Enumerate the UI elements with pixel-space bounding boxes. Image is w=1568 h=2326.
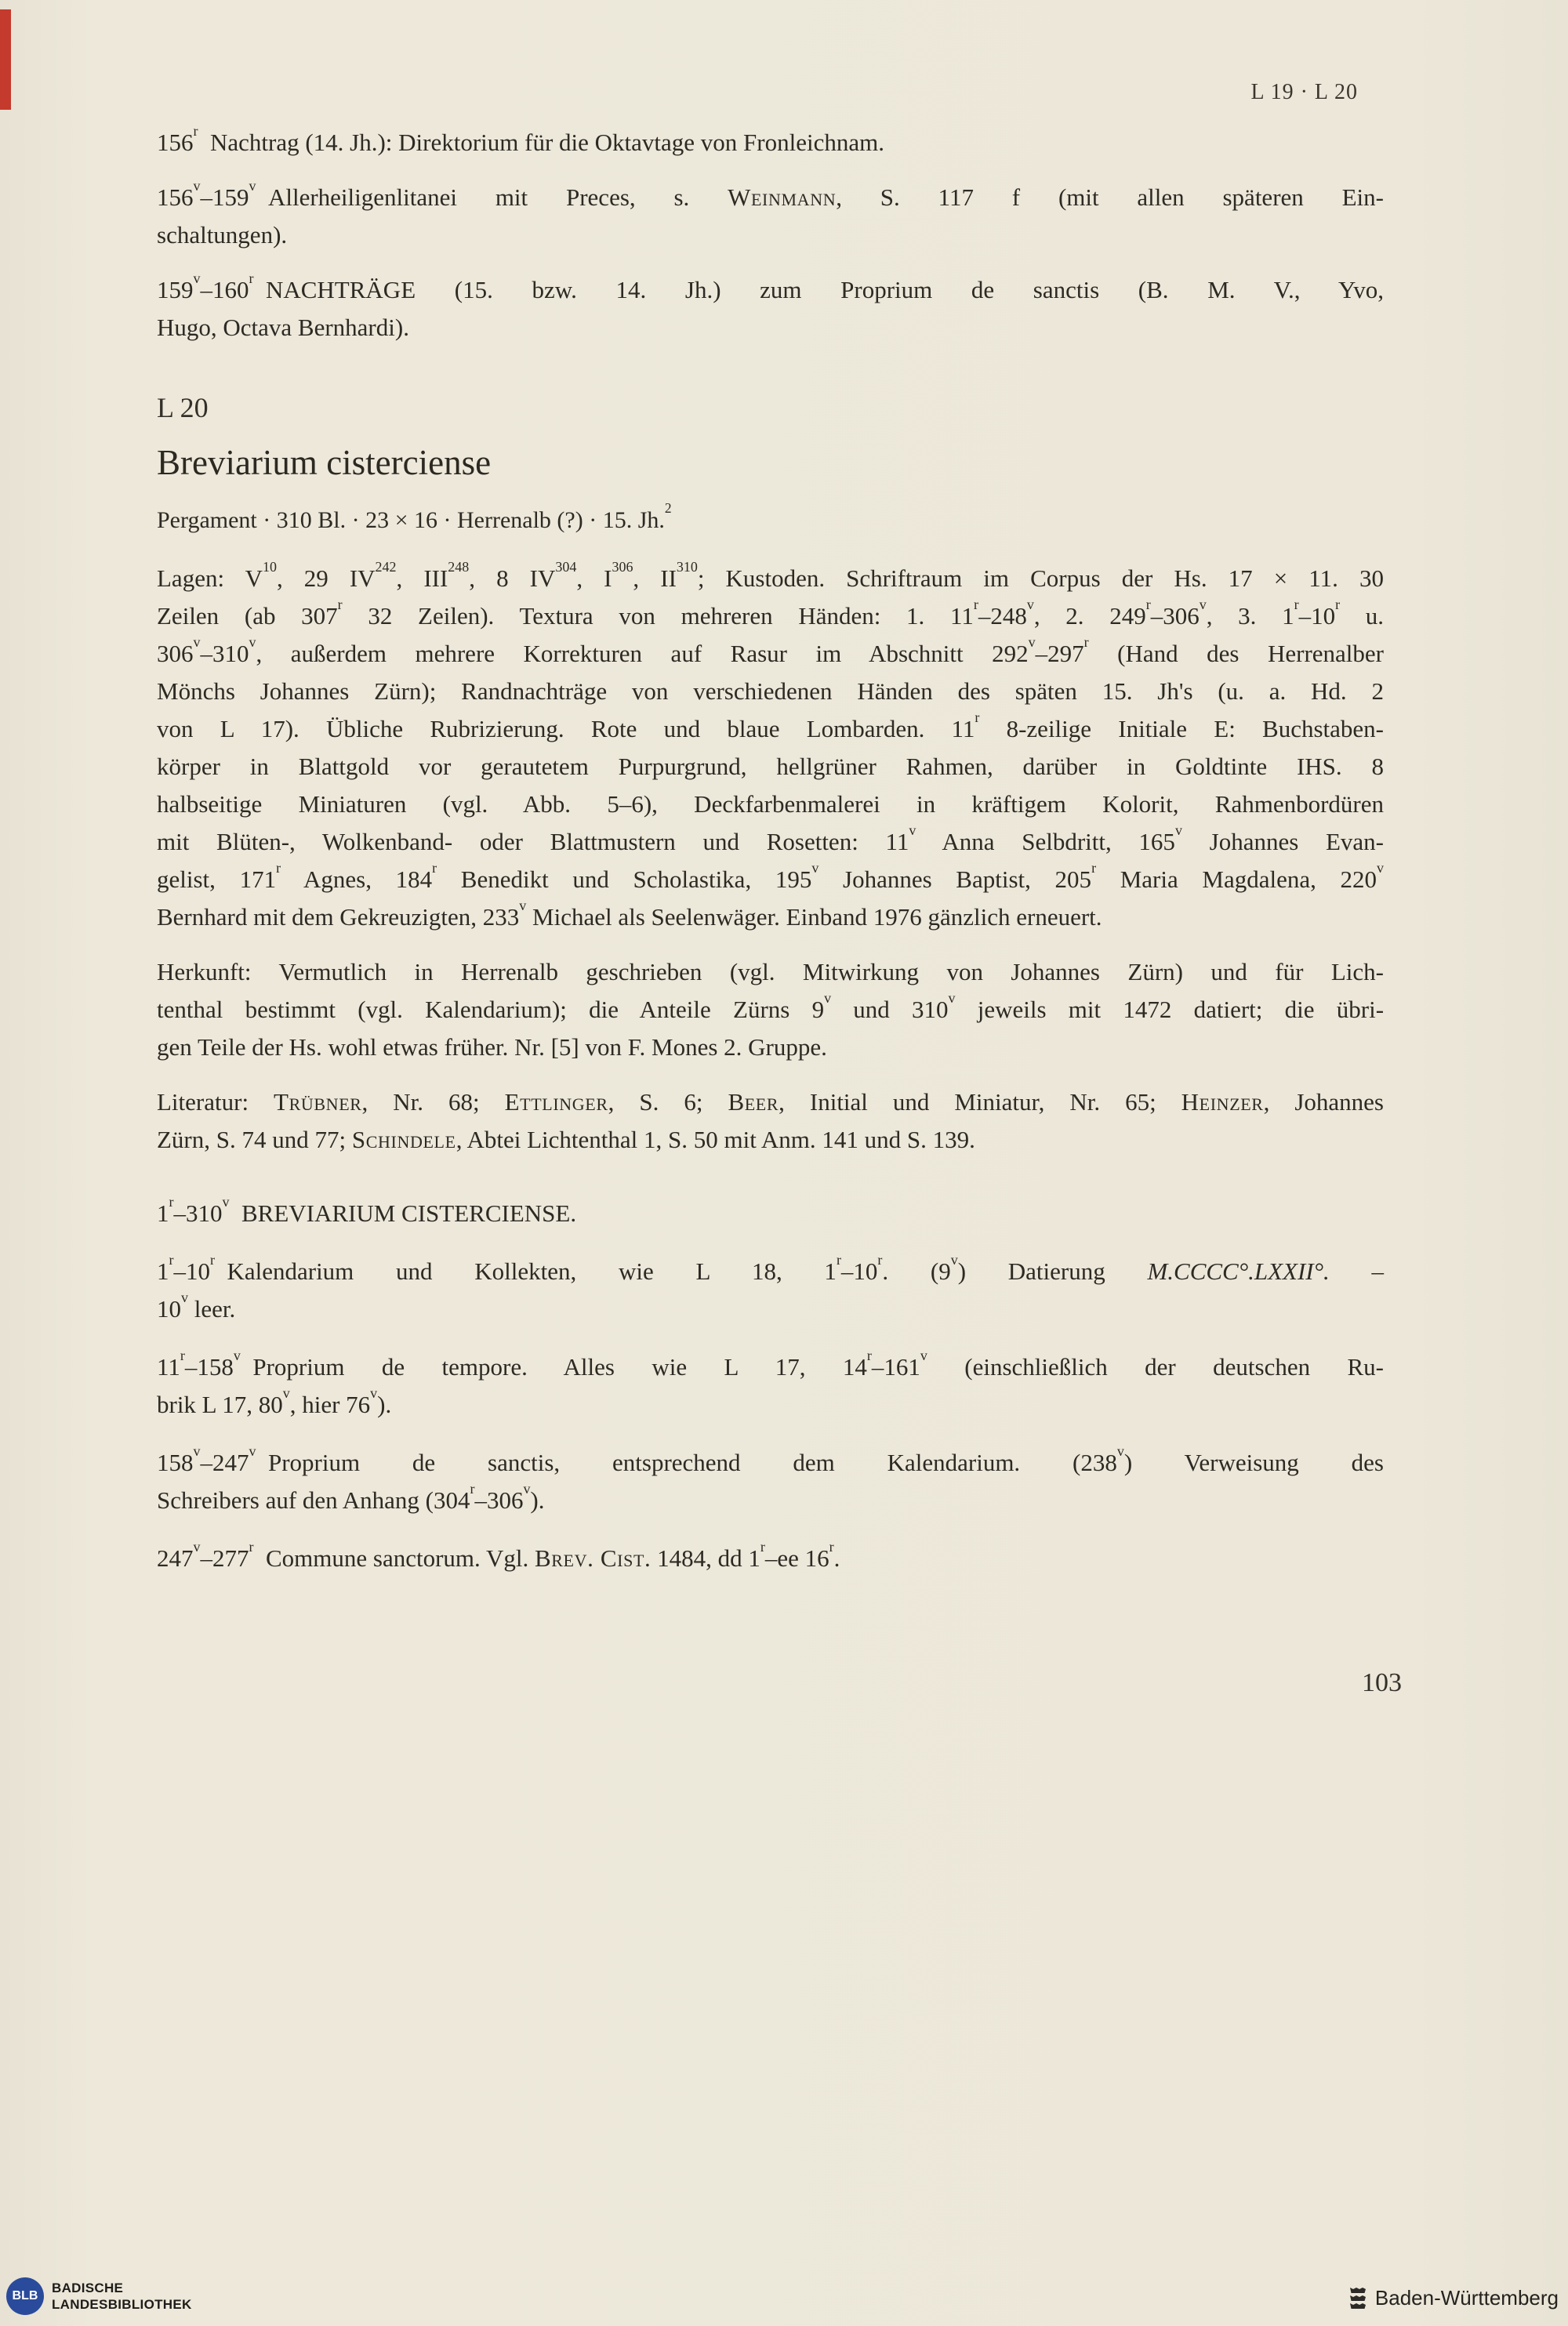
folio-superscript: r (169, 1193, 174, 1210)
text-run: , Nr. 68; (361, 1088, 505, 1116)
folio-superscript: v (920, 1347, 927, 1363)
entry-l19-addendum-2 (157, 179, 1384, 254)
folio-superscript: r (1294, 596, 1299, 612)
literature-paragraph (157, 1083, 1384, 1159)
text-line (157, 1482, 1384, 1519)
scan-red-stripe-artifact (0, 9, 11, 110)
text-line (157, 786, 1384, 823)
text-run: , 8 IV (469, 564, 556, 592)
text-line (157, 635, 1384, 673)
text-run: halbseitige Miniaturen (vgl. Abb. 5–6), Deckfarbenmalerei in kräftigem Kolorit, Rahmenbordüren (157, 790, 1384, 818)
folio-superscript: v (193, 633, 201, 650)
text-run: Maria Magdalena, 220 (1096, 865, 1377, 893)
text-run: Brev. Cist. (534, 1544, 652, 1572)
text-run: –10 (173, 1257, 210, 1285)
text-line (157, 1121, 1384, 1159)
text-run: BREVIARIUM CISTERCIENSE. (229, 1199, 577, 1227)
content-entry-proprium-de-tempore (157, 1348, 1384, 1424)
folio-superscript: v (249, 633, 256, 650)
text-run: , II (633, 564, 677, 592)
text-run: Herkunft: Vermutlich in Herrenalb geschrieben (vgl. Mitwirkung von Johannes Zürn) und für Lich- (157, 958, 1384, 985)
folio-superscript: 10 (262, 558, 277, 575)
text-run: Ettlinger (504, 1088, 608, 1116)
text-run: Proprium de sanctis, entsprechend dem Kalendarium. (238 (256, 1449, 1117, 1476)
text-run: –297 (1035, 640, 1084, 667)
folio-superscript: r (877, 1251, 883, 1268)
folio-superscript: 304 (555, 558, 577, 575)
folio-superscript: 2 (664, 500, 672, 517)
folio-superscript: 306 (612, 558, 633, 575)
entry-l19-addendum-1 (157, 124, 1384, 161)
text-run: Schreibers auf den Anhang (304 (157, 1486, 470, 1514)
text-run: 159 (157, 276, 194, 303)
text-line (157, 1348, 1384, 1386)
text-run: 8-zeilige Initiale E: Buchstaben- (979, 715, 1384, 742)
folio-superscript: r (975, 709, 980, 725)
text-run: leer. (187, 1295, 236, 1323)
text-run: –306 (474, 1486, 524, 1514)
text-run: , 3. 1 (1206, 602, 1294, 630)
text-run: , I (576, 564, 612, 592)
folio-superscript: v (193, 1442, 201, 1459)
text-run: –10 (840, 1257, 878, 1285)
text-run: –248 (978, 602, 1027, 630)
text-line (157, 1444, 1384, 1482)
folio-superscript: v (950, 1251, 958, 1268)
page-content (157, 124, 1384, 1577)
text-line (157, 1195, 1384, 1232)
folio-superscript: v (1028, 633, 1036, 650)
folio-superscript: r (193, 122, 198, 139)
folio-superscript: r (180, 1347, 185, 1363)
text-line (157, 216, 1384, 254)
entry-number-l20: L 20 (157, 392, 209, 423)
text-run: ). (377, 1391, 392, 1418)
text-run: Trübner (274, 1088, 362, 1116)
folio-superscript: r (836, 1251, 841, 1268)
text-run: Kalendarium und Kollekten, wie L 18, 1 (214, 1257, 837, 1285)
text-run: , S. 117 f (mit allen späteren Ein- (836, 183, 1384, 211)
text-line (157, 710, 1384, 748)
blb-logo-icon: BLB (6, 2277, 44, 2315)
text-run: Allerheiligenlitanei mit Preces, s. (256, 183, 728, 211)
text-run: gen Teile der Hs. wohl etwas früher. Nr. [5] von F. Mones 2. Gruppe. (157, 1033, 827, 1061)
text-run: Schindele (351, 1126, 456, 1153)
folio-superscript: v (824, 989, 832, 1006)
entry-physical-description (157, 502, 1384, 539)
text-run: Literatur: (157, 1088, 274, 1116)
folio-superscript: r (829, 1538, 834, 1555)
folio-superscript: r (973, 596, 978, 612)
text-run: Mönchs Johannes Zürn); Randnachträge von verschiedenen Händen des späten 15. Jh's (u. a. Hd. 2 (157, 677, 1384, 705)
folio-superscript: v (1174, 822, 1182, 838)
text-run: , Johannes (1263, 1088, 1384, 1116)
text-run: Beer (728, 1088, 779, 1116)
text-run: Proprium de tempore. Alles wie L 17, 14 (240, 1353, 867, 1381)
text-run: Bernhard mit dem Gekreuzigten, 233 (157, 903, 520, 931)
entry-title: Breviarium cisterciense (157, 443, 492, 482)
folio-superscript: v (523, 1480, 531, 1497)
text-run: Weinmann (728, 183, 837, 211)
text-run: Nachtrag (14. Jh.): Direktorium für die Oktavtage von Fronleichnam. (198, 129, 884, 156)
codicology-paragraph (157, 560, 1384, 936)
text-run: . (833, 1544, 840, 1572)
text-run: gelist, 171 (157, 865, 277, 893)
text-run: Zürn, S. 74 und 77; (157, 1126, 352, 1153)
text-run: Agnes, 184 (281, 865, 433, 893)
text-run: –160 (200, 276, 249, 303)
text-run: (einschließlich der deutschen Ru- (927, 1353, 1384, 1381)
folio-superscript: r (470, 1480, 475, 1497)
text-run: 1 (157, 1199, 169, 1227)
content-entry-commune-sanctorum (157, 1540, 1384, 1577)
folio-superscript: v (1116, 1442, 1124, 1459)
text-run: –310 (200, 640, 249, 667)
folio-superscript: 242 (375, 558, 397, 575)
text-run: 1 (157, 1257, 169, 1285)
text-run: 10 (157, 1295, 181, 1323)
folio-superscript: r (209, 1251, 215, 1268)
text-line (157, 898, 1384, 936)
text-run: –277 (200, 1544, 249, 1572)
text-run: Lagen: V (157, 564, 263, 592)
state-name: Baden-Württemberg (1374, 2286, 1559, 2310)
text-run: 156 (157, 129, 194, 156)
folio-superscript: v (249, 177, 256, 194)
folio-superscript: v (222, 1193, 230, 1210)
text-run: Anna Selbdritt, 165 (916, 828, 1175, 855)
folio-superscript: v (1377, 859, 1384, 876)
text-run: schaltungen). (157, 221, 288, 249)
content-entry-overview (157, 1195, 1384, 1232)
footer (0, 2265, 1568, 2326)
text-run: –10 (1298, 602, 1336, 630)
folio-superscript: 248 (448, 558, 470, 575)
text-run: –247 (200, 1449, 249, 1476)
folio-superscript: v (1199, 596, 1207, 612)
folio-superscript: v (233, 1347, 241, 1363)
folio-superscript: v (370, 1384, 378, 1401)
baden-wuerttemberg-mark (1348, 2286, 1559, 2310)
text-run: –158 (184, 1353, 234, 1381)
folio-superscript: v (193, 1538, 201, 1555)
library-name (52, 2280, 192, 2313)
folio-superscript: v (1026, 596, 1034, 612)
text-run: (Hand des Herrenalber (1088, 640, 1384, 667)
text-run: NACHTRÄGE (15. bzw. 14. Jh.) zum Proprium de sanctis (B. M. V., Yvo, (253, 276, 1384, 303)
library-name-line2: LANDESBIBLIOTHEK (52, 2297, 192, 2312)
folio-superscript: r (169, 1251, 174, 1268)
text-run: Pergament · 310 Bl. · 23 × 16 · Herrenalb (?) · 15. Jh. (157, 507, 665, 533)
text-run: –161 (871, 1353, 920, 1381)
text-line (157, 179, 1384, 216)
text-run: –306 (1150, 602, 1200, 630)
text-run: u. (1340, 602, 1385, 630)
folio-superscript: v (181, 1289, 188, 1305)
text-run: , 2. 249 (1033, 602, 1146, 630)
entry-l19-addendum-3 (157, 271, 1384, 347)
folio-superscript: r (249, 1538, 254, 1555)
text-run: , hier 76 (289, 1391, 371, 1418)
text-run: 158 (157, 1449, 194, 1476)
text-run: und 310 (831, 996, 949, 1023)
running-head: L 19 · L 20 (1250, 80, 1358, 104)
text-line (157, 560, 1384, 597)
library-name-line1: BADISCHE (52, 2281, 124, 2295)
text-line (157, 124, 1384, 161)
text-line (157, 1253, 1384, 1290)
folio-superscript: v (909, 822, 916, 838)
text-run: Hugo, Octava Bernhardi). (157, 314, 409, 341)
text-run: – (1329, 1257, 1385, 1285)
text-line (157, 271, 1384, 309)
text-run: 306 (157, 640, 194, 667)
folio-superscript: v (193, 270, 201, 286)
text-run: von L 17). Übliche Rubrizierung. Rote und blaue Lombarden. 11 (157, 715, 975, 742)
text-run: mit Blüten-, Wolkenband- oder Blattmustern und Rosetten: 11 (157, 828, 909, 855)
text-line (157, 1290, 1384, 1328)
folio-superscript: r (432, 859, 437, 876)
text-run: , außerdem mehrere Korrekturen auf Rasur im Abschnitt 292 (256, 640, 1029, 667)
baden-wuerttemberg-emblem-icon (1348, 2287, 1367, 2310)
text-run: 247 (157, 1544, 194, 1572)
folio-superscript: r (1083, 633, 1089, 650)
page-number: 103 (1362, 1668, 1402, 1697)
folio-superscript: r (249, 270, 254, 286)
folio-superscript: r (1091, 859, 1097, 876)
text-line (157, 502, 1384, 539)
text-run: Johannes Evan- (1181, 828, 1384, 855)
text-run: 32 Zeilen). Textura von mehreren Händen: 1. 11 (342, 602, 974, 630)
text-run: M.CCCC°.LXXII°. (1147, 1257, 1330, 1285)
text-run: ) Verweisung des (1123, 1449, 1384, 1476)
text-run: brik L 17, 80 (157, 1391, 283, 1418)
text-run: ). (530, 1486, 545, 1514)
text-line (157, 748, 1384, 786)
text-run: Commune sanctorum. Vgl. (253, 1544, 535, 1572)
folio-superscript: v (249, 1442, 256, 1459)
text-run: 1484, dd 1 (651, 1544, 760, 1572)
folio-superscript: r (866, 1347, 872, 1363)
text-line (157, 1083, 1384, 1121)
folio-superscript: 310 (676, 558, 698, 575)
text-run: Heinzer (1181, 1088, 1264, 1116)
text-run: Zeilen (ab 307 (157, 602, 338, 630)
text-run: Johannes Baptist, 205 (818, 865, 1092, 893)
text-run: tenthal bestimmt (vgl. Kalendarium); die Anteile Zürns 9 (157, 996, 825, 1023)
text-run: körper in Blattgold vor gerautetem Purpurgrund, hellgrüner Rahmen, darüber in Goldtinte IHS. 8 (157, 753, 1384, 780)
text-line (157, 309, 1384, 347)
text-line (157, 953, 1384, 991)
text-run: –ee 16 (764, 1544, 829, 1572)
folio-superscript: r (1335, 596, 1341, 612)
provenance-paragraph (157, 953, 1384, 1066)
text-run: , Abtei Lichtenthal 1, S. 50 mit Anm. 141 und S. 139. (456, 1126, 975, 1153)
text-run: jeweils mit 1472 datiert; die übri- (955, 996, 1385, 1023)
text-run: , 29 IV (276, 564, 376, 592)
text-run: . (9 (882, 1257, 951, 1285)
text-run: , III (396, 564, 448, 592)
text-line (157, 823, 1384, 861)
text-run: 156 (157, 183, 194, 211)
text-run: 11 (157, 1353, 180, 1381)
text-line (157, 861, 1384, 898)
folio-superscript: r (276, 859, 281, 876)
text-line (157, 1029, 1384, 1066)
text-run: ) Datierung (957, 1257, 1148, 1285)
folio-superscript: v (519, 897, 527, 913)
text-line (157, 673, 1384, 710)
text-line (157, 597, 1384, 635)
text-run: Benedikt und Scholastika, 195 (437, 865, 812, 893)
text-line (157, 1386, 1384, 1424)
text-run: –159 (200, 183, 249, 211)
text-line (157, 991, 1384, 1029)
blb-library-mark (6, 2277, 192, 2315)
content-entry-proprium-de-sanctis (157, 1444, 1384, 1519)
folio-superscript: v (282, 1384, 290, 1401)
folio-superscript: v (948, 989, 956, 1006)
text-run: ; Kustoden. Schriftraum im Corpus der Hs. 17 × 11. 30 (697, 564, 1384, 592)
text-line (157, 1540, 1384, 1577)
text-run: , Initial und Miniatur, Nr. 65; (779, 1088, 1181, 1116)
folio-superscript: v (193, 177, 201, 194)
folio-superscript: r (760, 1538, 765, 1555)
folio-superscript: v (811, 859, 819, 876)
text-run: , S. 6; (608, 1088, 728, 1116)
text-run: –310 (173, 1199, 223, 1227)
folio-superscript: r (1145, 596, 1151, 612)
folio-superscript: r (337, 596, 343, 612)
content-entry-kalendarium (157, 1253, 1384, 1328)
text-run: Michael als Seelenwäger. Einband 1976 gänzlich erneuert. (526, 903, 1102, 931)
